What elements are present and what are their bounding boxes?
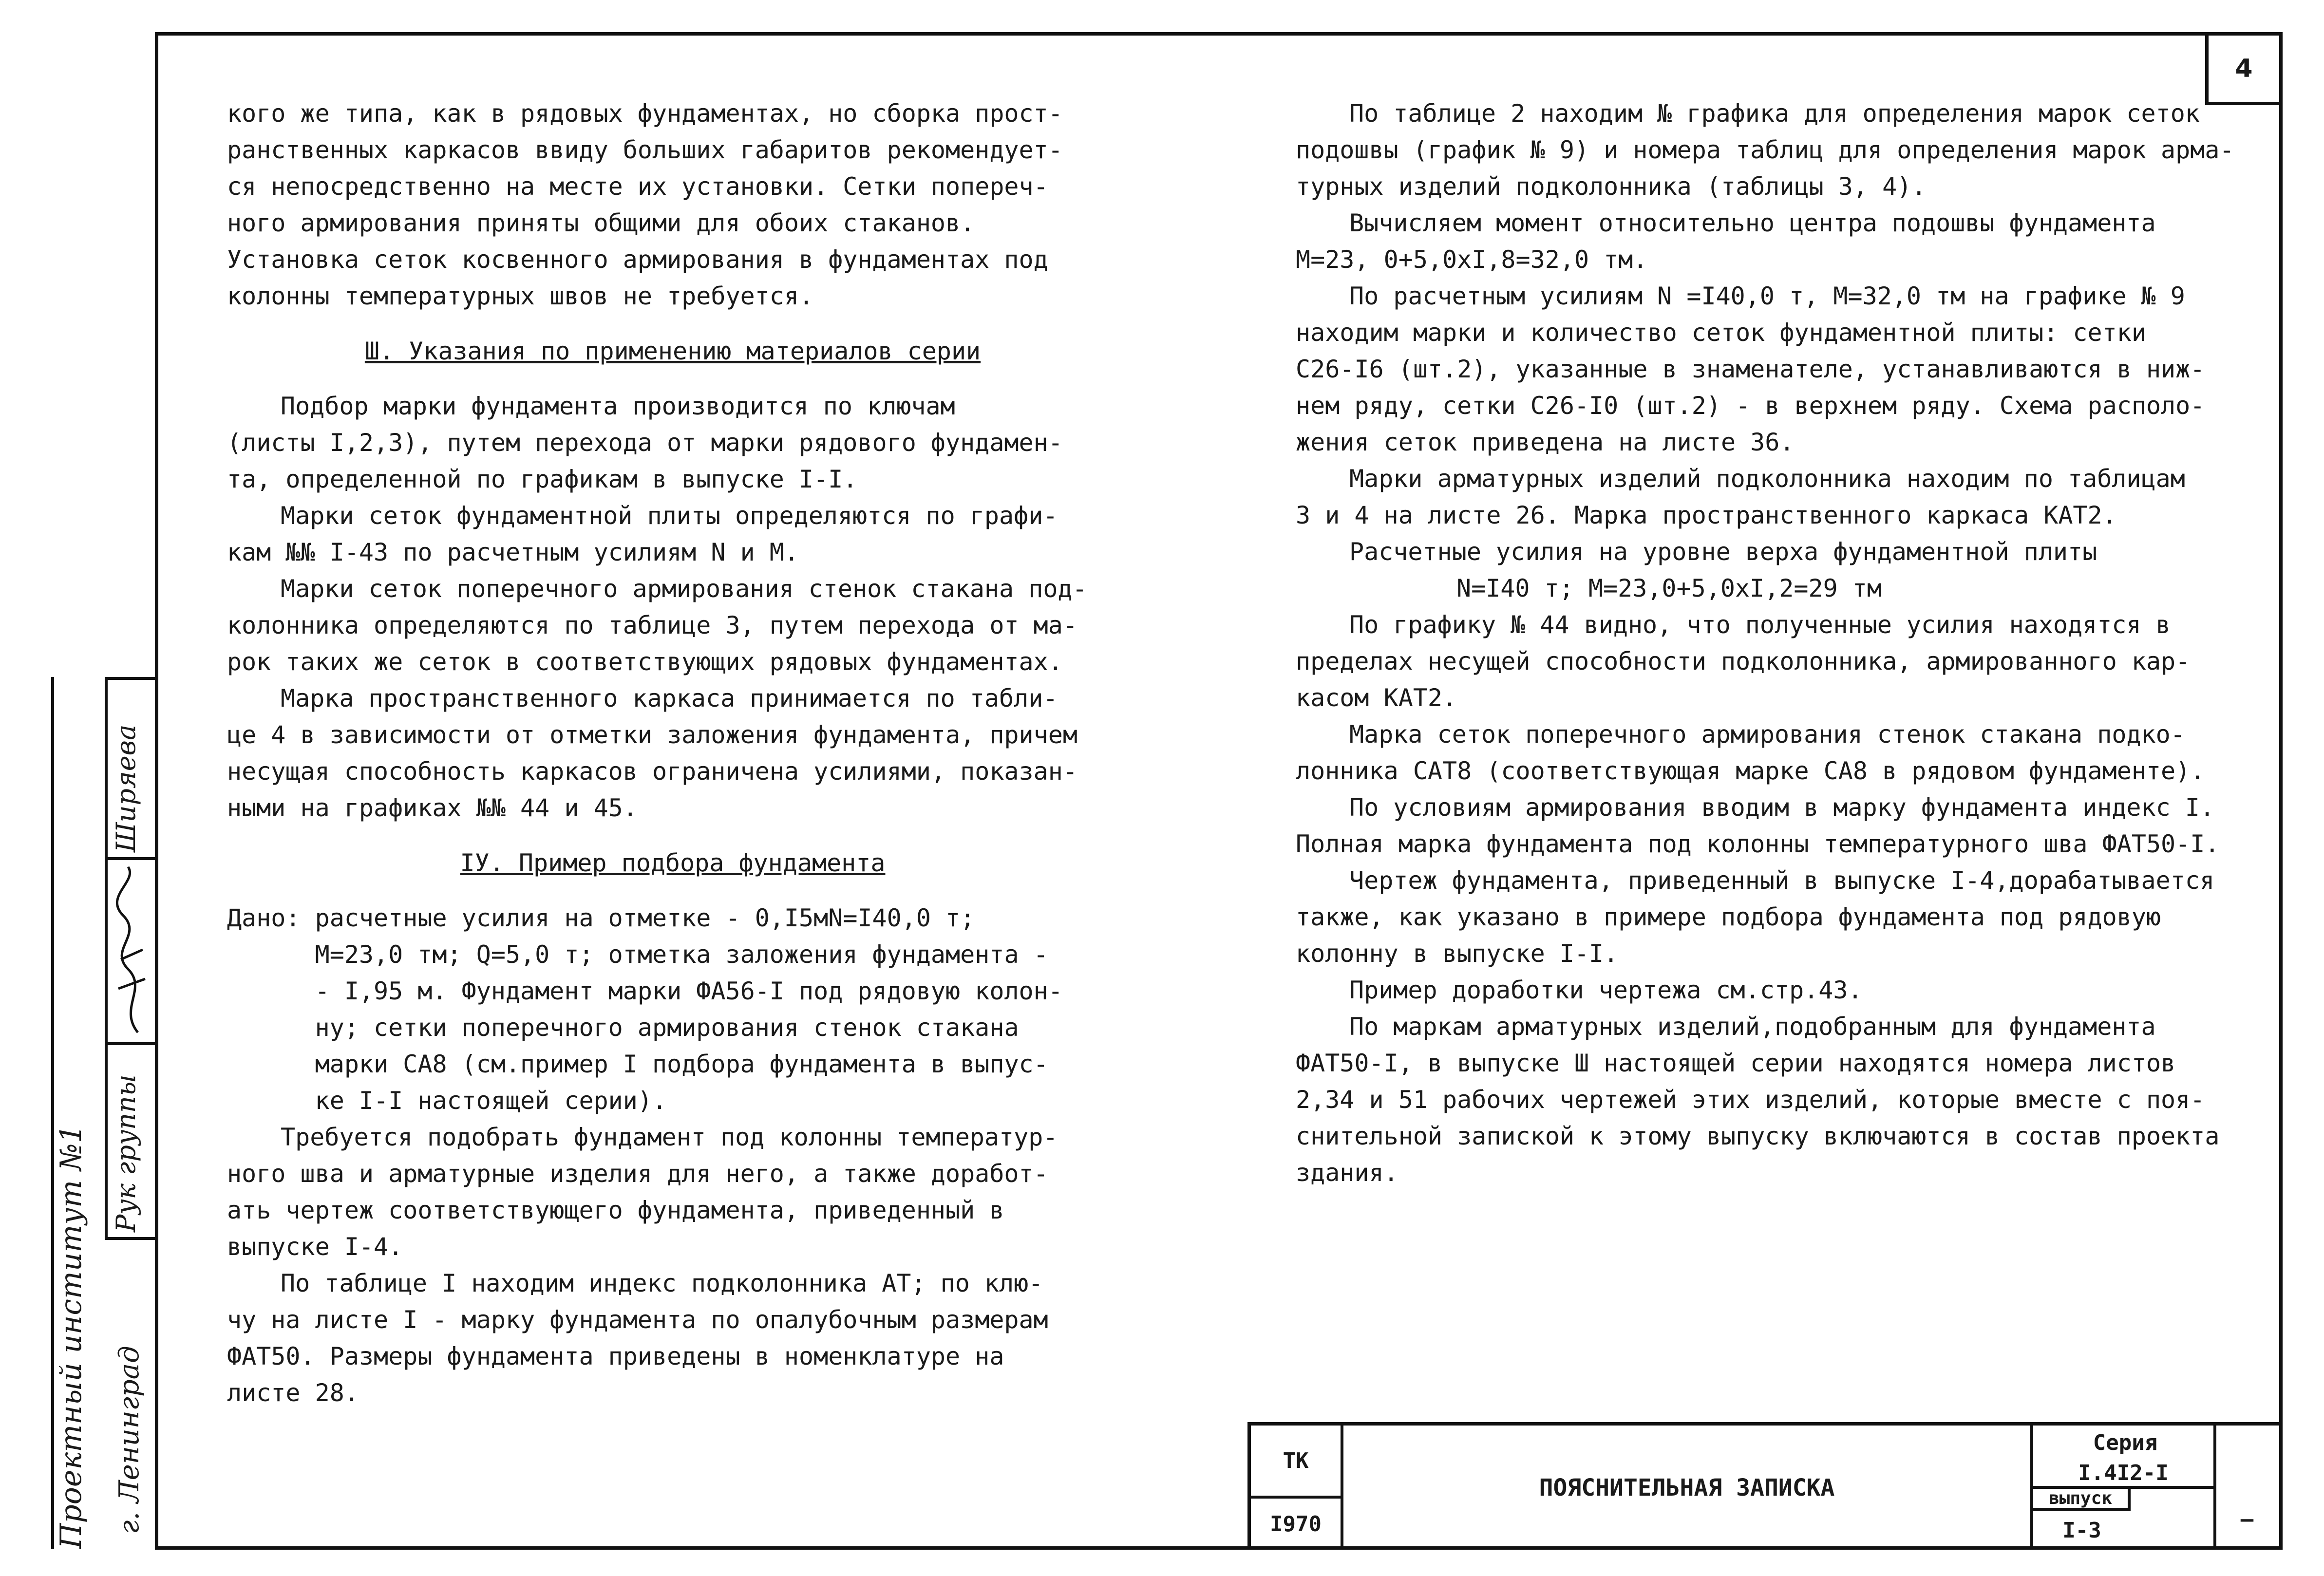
- paragraph: По графику № 44 видно, что полученные усилия находятся в пределах несущей способности подколонника, армированного кар- касом КАТ2.: [1296, 611, 2191, 712]
- paragraph: Марки сеток фундаментной плиты определяются по графи- кам №№ I-43 по расчетным усилиям N и M.: [227, 502, 1058, 566]
- person-name: Ширяева: [111, 724, 141, 852]
- document-title: ПОЯСНИТЕЛЬНАЯ ЗАПИСКА: [1539, 1474, 1835, 1501]
- stamp-line: [105, 677, 108, 1237]
- paragraph: По таблице 2 находим № графика для определения марок сеток подошвы (график № 9) и номера таблиц для определения марок арма- турных изделий подколонника (таблицы 3, 4).: [1296, 99, 2234, 201]
- given-block: [227, 900, 1118, 1119]
- page-number: 4: [2205, 32, 2283, 105]
- paragraph: Марки сеток поперечного армирования стенок стакана под- колонника определяются по таблице 3, путем перехода от ма- рок таких же сеток в соответствующих рядовых фундаментах.: [227, 575, 1087, 676]
- stamp-line: [105, 857, 155, 860]
- signature: [109, 862, 152, 1037]
- series-value: I.4I2-I: [2033, 1460, 2213, 1489]
- paragraph: По маркам арматурных изделий,подобранным для фундамента ФАТ50-I, в выпуске Ш настоящей серии находятся номера листов 2,34 и 51 рабочих чертежей этих изделий, которые вместе с поя- снительной запиской к этому выпуску включаются в состав проекта здания.: [1296, 1013, 2220, 1187]
- paragraph: По таблице I находим индекс подколонника АТ; по клю- чу на листе I - марку фундамента по опалубочным размерам ФАТ50. Размеры фундамента приведены в номенклатуре на листе 28.: [227, 1269, 1048, 1407]
- role-label: Рук группы: [111, 1074, 141, 1232]
- institute-name: Проектный институт №1: [54, 1124, 88, 1549]
- right-column: [1296, 95, 2260, 1191]
- issue-value: I-3: [2062, 1518, 2101, 1543]
- issue-label: выпуск: [2033, 1489, 2131, 1511]
- given-label: Дано:: [227, 904, 315, 932]
- section-heading-4: IУ. Пример подбора фундамента: [460, 849, 886, 877]
- given-text: расчетные усилия на отметке - 0,I5мN=I40,0 т; M=23,0 тм; Q=5,0 т; отметка заложения фундамента - - I,95 м. Фундамент марки ФА56-I под рядовую колон- ну; сетки поперечного армирования стенок стакана марки СА8 (см.пример I подбора фундамента в выпус- ке I-I настоящей серии).: [315, 904, 1063, 1115]
- paragraph: кого же типа, как в рядовых фундаментах, но сборка прост- ранственных каркасов ввиду больших габаритов рекомендует- ся непосредственно на месте их установки. Сетки попереч- ного армирования приняты общими для обоих стаканов. Установка сеток косвенного армирования в фундаментах под колонны температурных швов не требуется.: [227, 99, 1063, 310]
- paragraph: Марка пространственного каркаса принимается по табли- це 4 в зависимости от отметки заложения фундамента, причем несущая способность каркасов ограничена усилиями, показан- ными на графиках №№ 44 и 45.: [227, 684, 1077, 822]
- stamp-line: [105, 677, 155, 680]
- city-name: г. Ленинград: [113, 1346, 145, 1534]
- paragraph: Вычисляем момент относительно центра подошвы фундамента M=23, 0+5,0хI,8=32,0 тм.: [1296, 209, 2156, 274]
- left-column: [227, 95, 1118, 1411]
- paragraph: По условиям армирования вводим в марку фундамента индекс I. Полная марка фундамента под колонны температурного шва ФАТ50-I.: [1296, 793, 2220, 858]
- title-block: [1247, 1422, 2283, 1550]
- paragraph: Пример доработки чертежа см.стр.43.: [1349, 976, 1863, 1004]
- stamp-line: [105, 1042, 155, 1045]
- stamp-line: [105, 1237, 155, 1240]
- formula: N=I40 т; M=23,0+5,0хI,2=29 тм: [1456, 574, 1882, 602]
- paragraph: Марки арматурных изделий подколонника находим по таблицам 3 и 4 на листе 26. Марка пространственного каркаса КАТ2.: [1296, 465, 2185, 529]
- series-label: Серия: [2093, 1430, 2158, 1455]
- paragraph: Подбор марки фундамента производится по ключам (листы I,2,3), путем перехода от марки рядового фундамен- та, определенной по графикам в выпуске I-I.: [227, 392, 1063, 493]
- paragraph: Расчетные усилия на уровне верха фундаментной плиты: [1349, 538, 2097, 566]
- paragraph: Чертеж фундамента, приведенный в выпуске I-4,дорабатывается также, как указано в примере подбора фундамента под рядовую колонну в выпуске I-I.: [1296, 866, 2215, 968]
- section-heading-3: Ш. Указания по применению материалов серии: [364, 337, 981, 365]
- org-code: ТК: [1251, 1426, 1343, 1499]
- sheet-dash: –: [2240, 1507, 2254, 1532]
- paragraph: Требуется подобрать фундамент под колонны температур- ного шва и арматурные изделия для него, а также доработ- ать чертеж соответствующего фундамента, приведенный в выпуске I-4.: [227, 1123, 1058, 1261]
- paragraph: По расчетным усилиям N =I40,0 т, M=32,0 тм на графике № 9 находим марки и количество сеток фундаментной плиты: сетки С26-I6 (шт.2), указанные в знаменателе, устанавливаются в ниж- нем ряду, сетки С26-I0 (шт.2) - в верхнем ряду. Схема располо- жения сеток приведена на листе 36.: [1296, 282, 2205, 456]
- approval-stamp: [51, 677, 155, 1549]
- year: I970: [1251, 1499, 1343, 1550]
- paragraph: Марка сеток поперечного армирования стенок стакана подко- лонника САТ8 (соответствующая марке СА8 в рядовом фундаменте).: [1296, 720, 2205, 785]
